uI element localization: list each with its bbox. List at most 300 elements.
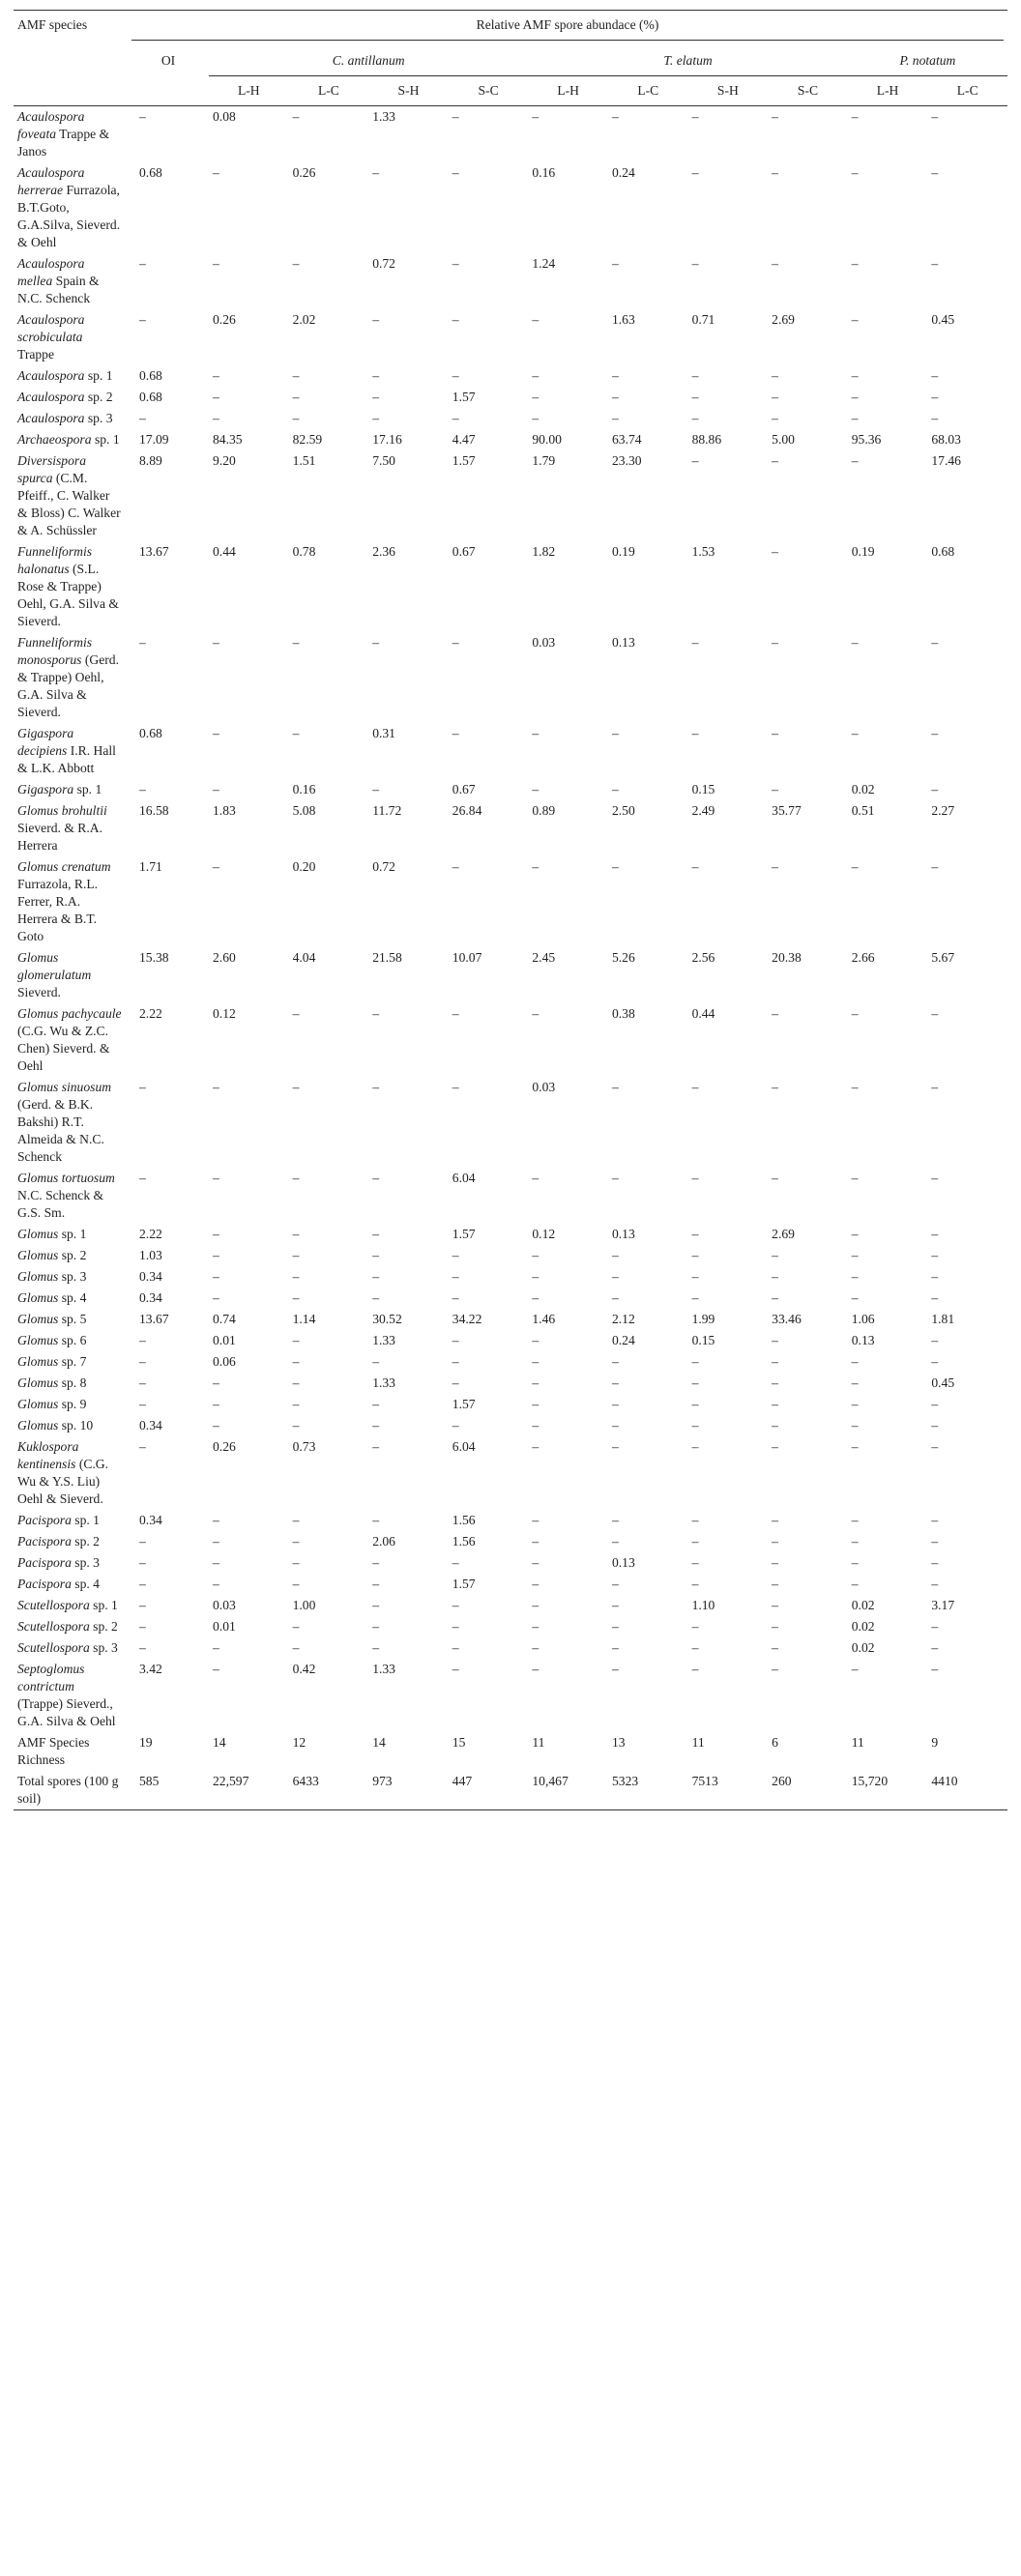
table-row: [14, 1309, 1007, 1330]
species-genus: Glomus: [17, 1312, 59, 1326]
value-cell: –: [213, 1555, 219, 1570]
value-cell: 2.36: [372, 544, 395, 559]
value-cell: –: [611, 782, 619, 796]
value-cell: –: [139, 312, 146, 327]
value-cell: –: [213, 859, 219, 874]
value-cell: 0.24: [611, 165, 635, 180]
species-genus: Scutellospora: [17, 1640, 90, 1655]
value-cell: 15.38: [139, 950, 169, 965]
species-name-cell: [14, 1373, 128, 1394]
species-authority: Furrazola, B.T.Goto, G.A.Silva, Sieverd. & Oehl: [17, 183, 121, 249]
value-cell: –: [372, 1080, 379, 1094]
species-authority: sp. 8: [61, 1375, 87, 1390]
value-cell: 2.22: [139, 1006, 162, 1021]
oi-column-header: OI: [128, 46, 209, 106]
table-body: [14, 106, 1007, 1810]
value-cell: –: [691, 390, 699, 404]
value-cell: –: [532, 1397, 540, 1411]
species-name-cell: [14, 408, 128, 429]
value-cell: –: [372, 1619, 379, 1634]
species-authority: sp. 7: [61, 1354, 87, 1369]
value-cell: –: [452, 726, 459, 740]
table-row: [14, 1003, 1007, 1077]
value-cell: 0.68: [931, 544, 955, 559]
summary-value-cell: 585: [128, 1771, 209, 1810]
value-cell: –: [213, 1171, 219, 1185]
value-cell: –: [452, 635, 459, 650]
value-cell: –: [372, 368, 379, 383]
value-cell: 9.20: [213, 453, 236, 468]
species-genus: Kuklospora kentinensis: [17, 1439, 79, 1471]
value-cell: –: [772, 1080, 778, 1094]
value-cell: –: [292, 1227, 300, 1241]
summary-row: [14, 1732, 1007, 1771]
value-cell: 1.83: [213, 803, 236, 818]
value-cell: –: [611, 1513, 619, 1527]
value-cell: 0.01: [213, 1619, 236, 1634]
value-cell: 0.02: [851, 1619, 875, 1634]
value-cell: 20.38: [772, 950, 802, 965]
value-cell: –: [139, 1080, 146, 1094]
table-row: [14, 1637, 1007, 1659]
value-cell: –: [931, 1333, 939, 1347]
species-name-cell: [14, 365, 128, 387]
species-genus: Gigaspora decipiens: [17, 726, 74, 758]
value-cell: –: [931, 1080, 939, 1094]
value-cell: –: [372, 782, 379, 796]
table-row: [14, 1351, 1007, 1373]
summary-value-cell: 7513: [688, 1771, 769, 1810]
value-cell: –: [452, 1598, 459, 1612]
value-cell: 1.51: [292, 453, 316, 468]
value-cell: –: [931, 368, 939, 383]
value-cell: 5.08: [292, 803, 316, 818]
species-authority: sp. 3: [61, 1269, 87, 1284]
species-authority: (Gerd. & Trappe) Oehl, G.A. Silva & Sieverd.: [17, 652, 119, 719]
value-cell: 0.45: [931, 312, 955, 327]
value-cell: 1.14: [292, 1312, 316, 1326]
value-cell: 82.59: [292, 432, 323, 447]
value-cell: 16.58: [139, 803, 169, 818]
value-cell: –: [532, 1333, 540, 1347]
value-cell: –: [452, 1354, 459, 1369]
value-cell: 1.57: [452, 1577, 476, 1591]
value-cell: –: [452, 368, 459, 383]
value-cell: –: [213, 1640, 219, 1655]
plant-header-t-elatum: T. elatum: [528, 46, 847, 76]
table-row: [14, 1330, 1007, 1351]
value-cell: –: [772, 1619, 778, 1634]
value-cell: 0.34: [139, 1513, 162, 1527]
value-cell: 0.03: [213, 1598, 236, 1612]
subcolumn-header: S-H: [688, 76, 769, 106]
value-cell: 1.81: [931, 1312, 955, 1326]
value-cell: –: [772, 1555, 778, 1570]
summary-value-cell: 9: [931, 1735, 939, 1750]
value-cell: –: [611, 1080, 619, 1094]
value-cell: –: [292, 1354, 300, 1369]
value-cell: –: [772, 1598, 778, 1612]
value-cell: –: [139, 1598, 146, 1612]
value-cell: –: [772, 1513, 778, 1527]
value-cell: 8.89: [139, 453, 162, 468]
species-name-cell: [14, 1510, 128, 1531]
value-cell: –: [139, 1354, 146, 1369]
species-authority: (Trappe) Sieverd., G.A. Silva & Oehl: [17, 1696, 116, 1728]
value-cell: –: [851, 726, 859, 740]
value-cell: 2.60: [213, 950, 236, 965]
value-cell: –: [372, 1248, 379, 1262]
value-cell: 1.57: [452, 1227, 476, 1241]
value-cell: 5.00: [772, 432, 795, 447]
species-authority: sp. 2: [87, 390, 113, 404]
value-cell: –: [532, 726, 540, 740]
value-cell: –: [292, 368, 300, 383]
value-cell: –: [931, 390, 939, 404]
value-cell: –: [772, 1577, 778, 1591]
species-genus: Funneliformis monosporus: [17, 635, 93, 667]
value-cell: –: [691, 1534, 699, 1548]
species-name-cell: [14, 723, 128, 779]
value-cell: 0.68: [139, 368, 162, 383]
species-name-cell: [14, 1574, 128, 1595]
species-authority: (C.G. Wu & Z.C. Chen) Sieverd. & Oehl: [17, 1024, 110, 1073]
value-cell: –: [772, 1333, 778, 1347]
value-cell: –: [931, 1534, 939, 1548]
species-authority: (S.L. Rose & Trappe) Oehl, G.A. Silva & Sieverd.: [17, 562, 119, 628]
value-cell: 0.68: [139, 165, 162, 180]
subcolumn-header: L-H: [209, 76, 289, 106]
species-genus: Pacispora: [17, 1577, 72, 1591]
subcolumn-header: L-C: [289, 76, 369, 106]
amf-abundance-table: [14, 10, 1007, 1810]
species-name-cell: [14, 1330, 128, 1351]
species-authority: (C.G. Wu & Y.S. Liu) Oehl & Sieverd.: [17, 1457, 109, 1506]
value-cell: –: [292, 1290, 300, 1305]
value-cell: –: [772, 1662, 778, 1676]
value-cell: 0.13: [611, 1227, 635, 1241]
value-cell: –: [139, 109, 146, 124]
value-cell: –: [532, 1171, 540, 1185]
value-cell: –: [611, 368, 619, 383]
species-name-cell: [14, 1077, 128, 1168]
value-cell: –: [452, 1640, 459, 1655]
species-name-cell: [14, 253, 128, 309]
value-cell: 11.72: [372, 803, 402, 818]
species-name-cell: [14, 800, 128, 856]
table-row: [14, 1245, 1007, 1266]
table-row: [14, 253, 1007, 309]
value-cell: –: [532, 1534, 540, 1548]
value-cell: –: [611, 411, 619, 425]
value-cell: –: [611, 1640, 619, 1655]
value-cell: –: [213, 1375, 219, 1390]
species-genus: Pacispora: [17, 1534, 72, 1548]
species-authority: sp. 3: [93, 1640, 118, 1655]
value-cell: 0.15: [691, 782, 715, 796]
table-row: [14, 541, 1007, 632]
value-cell: 1.33: [372, 109, 395, 124]
value-cell: –: [372, 1006, 379, 1021]
value-cell: –: [772, 1248, 778, 1262]
value-cell: –: [452, 312, 459, 327]
value-cell: 1.24: [532, 256, 556, 271]
value-cell: 90.00: [532, 432, 562, 447]
value-cell: 13.67: [139, 1312, 169, 1326]
value-cell: 1.10: [691, 1598, 715, 1612]
value-cell: –: [772, 1006, 778, 1021]
species-genus: Gigaspora: [17, 782, 74, 796]
value-cell: –: [772, 390, 778, 404]
value-cell: –: [213, 1269, 219, 1284]
value-cell: –: [931, 1269, 939, 1284]
value-cell: –: [611, 1269, 619, 1284]
species-name-cell: [14, 309, 128, 365]
species-authority: sp. 1: [93, 1598, 118, 1612]
value-cell: 0.02: [851, 1598, 875, 1612]
species-authority: Furrazola, R.L. Ferrer, R.A. Herrera & B.T. Goto: [17, 877, 99, 943]
value-cell: –: [532, 390, 540, 404]
subcolumn-header: S-C: [449, 76, 529, 106]
value-cell: –: [452, 1269, 459, 1284]
value-cell: –: [772, 1397, 778, 1411]
value-cell: 0.72: [372, 256, 395, 271]
value-cell: 0.16: [292, 782, 316, 796]
value-cell: –: [611, 1662, 619, 1676]
value-cell: –: [292, 1513, 300, 1527]
value-cell: –: [292, 411, 300, 425]
value-cell: –: [691, 1080, 699, 1094]
value-cell: –: [139, 1375, 146, 1390]
value-cell: 0.44: [213, 544, 236, 559]
value-cell: –: [772, 1418, 778, 1433]
summary-value-cell: 6: [772, 1735, 778, 1750]
value-cell: 5.67: [931, 950, 955, 965]
value-cell: –: [532, 109, 540, 124]
value-cell: –: [532, 1513, 540, 1527]
species-name-cell: [14, 779, 128, 800]
value-cell: 35.77: [772, 803, 802, 818]
table-row: [14, 387, 1007, 408]
value-cell: –: [372, 1269, 379, 1284]
value-cell: 0.01: [213, 1333, 236, 1347]
value-cell: –: [372, 390, 379, 404]
value-cell: –: [213, 1513, 219, 1527]
value-cell: 0.19: [611, 544, 635, 559]
species-genus: Funneliformis halonatus: [17, 544, 93, 576]
species-name-cell: [14, 1415, 128, 1436]
subcolumn-header: S-H: [368, 76, 449, 106]
value-cell: –: [851, 635, 859, 650]
subcolumn-header: L-C: [927, 76, 1007, 106]
species-genus: Glomus: [17, 1290, 59, 1305]
value-cell: –: [691, 1290, 699, 1305]
species-genus: Acaulospora herrerae: [17, 165, 85, 197]
species-genus: Scutellospora: [17, 1598, 90, 1612]
abundance-group-header: [128, 11, 1007, 47]
value-cell: –: [931, 726, 939, 740]
value-cell: –: [691, 1555, 699, 1570]
value-cell: –: [851, 1227, 859, 1241]
value-cell: –: [851, 1006, 859, 1021]
table-row: [14, 856, 1007, 947]
species-authority: Sieverd.: [17, 985, 61, 999]
value-cell: –: [372, 1513, 379, 1527]
value-cell: –: [691, 411, 699, 425]
value-cell: –: [452, 1418, 459, 1433]
value-cell: –: [772, 1171, 778, 1185]
value-cell: –: [691, 1577, 699, 1591]
value-cell: 1.57: [452, 390, 476, 404]
value-cell: 2.69: [772, 312, 795, 327]
species-name-cell: [14, 1168, 128, 1224]
value-cell: –: [691, 1439, 699, 1454]
summary-label: Total spores (100 g soil): [14, 1771, 128, 1810]
value-cell: –: [691, 635, 699, 650]
value-cell: –: [611, 1577, 619, 1591]
table-row: [14, 779, 1007, 800]
value-cell: –: [213, 411, 219, 425]
value-cell: –: [292, 1418, 300, 1433]
value-cell: –: [139, 1397, 146, 1411]
value-cell: –: [772, 1290, 778, 1305]
value-cell: –: [611, 1418, 619, 1433]
value-cell: 0.26: [292, 165, 316, 180]
value-cell: –: [372, 1290, 379, 1305]
value-cell: 2.02: [292, 312, 316, 327]
value-cell: –: [931, 109, 939, 124]
species-genus: Glomus: [17, 1227, 59, 1241]
value-cell: 2.12: [611, 1312, 635, 1326]
species-name-cell: [14, 1351, 128, 1373]
value-cell: –: [292, 635, 300, 650]
value-cell: –: [292, 1080, 300, 1094]
species-genus: Septoglomus contrictum: [17, 1662, 85, 1693]
value-cell: 0.26: [213, 312, 236, 327]
value-cell: 0.44: [691, 1006, 715, 1021]
value-cell: –: [772, 1375, 778, 1390]
value-cell: 0.67: [452, 782, 476, 796]
table-row: [14, 429, 1007, 450]
species-name-cell: [14, 106, 128, 163]
value-cell: 0.06: [213, 1354, 236, 1369]
table-row: [14, 1168, 1007, 1224]
species-name-cell: [14, 1436, 128, 1510]
species-authority: (Gerd. & B.K. Bakshi) R.T. Almeida & N.C. Schenck: [17, 1097, 104, 1164]
species-genus: Glomus: [17, 1354, 59, 1369]
value-cell: –: [372, 1555, 379, 1570]
summary-value-cell: 14: [372, 1735, 386, 1750]
value-cell: –: [139, 1555, 146, 1570]
table-row: [14, 1415, 1007, 1436]
summary-value-cell: 6433: [289, 1771, 369, 1810]
value-cell: 3.17: [931, 1598, 955, 1612]
value-cell: –: [851, 1248, 859, 1262]
value-cell: –: [452, 1375, 459, 1390]
value-cell: –: [292, 1248, 300, 1262]
value-cell: –: [851, 1269, 859, 1284]
value-cell: –: [611, 1290, 619, 1305]
value-cell: –: [139, 411, 146, 425]
value-cell: 0.31: [372, 726, 395, 740]
species-authority: sp. 2: [93, 1619, 118, 1634]
value-cell: 0.51: [851, 803, 875, 818]
species-genus: Glomus: [17, 1248, 59, 1262]
table-row: [14, 450, 1007, 541]
value-cell: –: [931, 1006, 939, 1021]
table-row: [14, 947, 1007, 1003]
value-cell: 21.58: [372, 950, 402, 965]
value-cell: –: [691, 1227, 699, 1241]
value-cell: –: [532, 859, 540, 874]
species-genus: Glomus: [17, 1269, 59, 1284]
value-cell: –: [213, 368, 219, 383]
species-genus: Glomus crenatum: [17, 859, 111, 874]
value-cell: 0.08: [213, 109, 236, 124]
value-cell: –: [611, 390, 619, 404]
value-cell: –: [213, 1534, 219, 1548]
value-cell: –: [772, 411, 778, 425]
value-cell: –: [372, 1418, 379, 1433]
value-cell: –: [532, 1354, 540, 1369]
value-cell: 17.46: [931, 453, 961, 468]
table-row: [14, 1394, 1007, 1415]
value-cell: –: [611, 726, 619, 740]
value-cell: –: [372, 1577, 379, 1591]
value-cell: –: [851, 453, 859, 468]
value-cell: –: [931, 1513, 939, 1527]
value-cell: 0.42: [292, 1662, 316, 1676]
value-cell: 0.68: [139, 390, 162, 404]
value-cell: –: [611, 1397, 619, 1411]
species-authority: sp. 3: [74, 1555, 100, 1570]
value-cell: –: [931, 1171, 939, 1185]
value-cell: –: [931, 1662, 939, 1676]
value-cell: –: [452, 1555, 459, 1570]
value-cell: –: [213, 1577, 219, 1591]
value-cell: 68.03: [931, 432, 961, 447]
species-genus: Archaeospora: [17, 432, 92, 447]
value-cell: –: [611, 109, 619, 124]
value-cell: 0.67: [452, 544, 476, 559]
value-cell: 0.34: [139, 1269, 162, 1284]
value-cell: –: [772, 1640, 778, 1655]
value-cell: –: [452, 1290, 459, 1305]
value-cell: 13.67: [139, 544, 169, 559]
species-authority: (C.M. Pfeiff., C. Walker & Bloss) C. Walker & A. Schüssler: [17, 471, 121, 537]
value-cell: 1.57: [452, 453, 476, 468]
value-cell: –: [372, 1598, 379, 1612]
species-genus: Acaulospora: [17, 368, 85, 383]
value-cell: –: [772, 165, 778, 180]
value-cell: –: [532, 1290, 540, 1305]
value-cell: 0.20: [292, 859, 316, 874]
value-cell: 1.56: [452, 1534, 476, 1548]
summary-value-cell: 11: [691, 1735, 705, 1750]
value-cell: –: [931, 859, 939, 874]
species-genus: Acaulospora: [17, 411, 85, 425]
species-genus: Glomus glomerulatum: [17, 950, 92, 982]
value-cell: –: [452, 1006, 459, 1021]
summary-value-cell: 19: [139, 1735, 153, 1750]
species-name-cell: [14, 450, 128, 541]
value-cell: –: [931, 1354, 939, 1369]
value-cell: –: [532, 368, 540, 383]
species-name-cell: [14, 856, 128, 947]
value-cell: –: [292, 1397, 300, 1411]
value-cell: –: [931, 1577, 939, 1591]
value-cell: –: [452, 1619, 459, 1634]
